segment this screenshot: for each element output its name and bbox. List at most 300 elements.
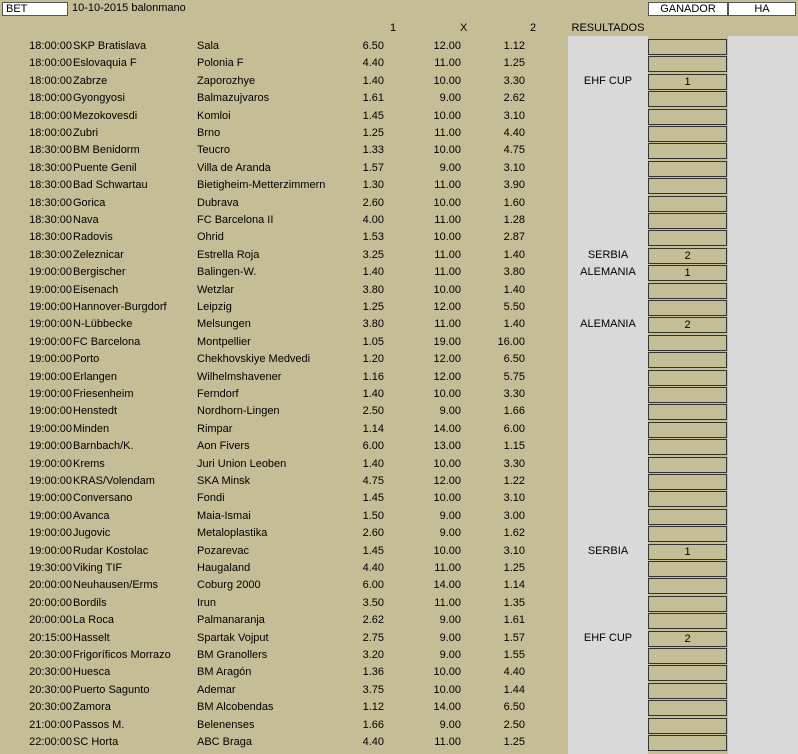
odds-draw[interactable]: 9.00 xyxy=(439,631,461,644)
match-time[interactable]: 18:00:00 xyxy=(29,57,72,70)
match-time[interactable]: 18:00:00 xyxy=(29,92,72,105)
odds-away[interactable]: 1.15 xyxy=(503,440,525,453)
odds-home[interactable]: 1.36 xyxy=(362,666,384,679)
odds-away[interactable]: 1.40 xyxy=(503,318,525,331)
odds-draw[interactable]: 13.00 xyxy=(433,440,461,453)
odds-away[interactable]: 1.22 xyxy=(503,475,525,487)
home-team[interactable]: Huesca xyxy=(73,666,111,679)
home-team[interactable]: Jugovic xyxy=(73,527,111,540)
odds-away[interactable]: 6.50 xyxy=(503,701,525,714)
match-time[interactable]: 19:00:00 xyxy=(29,527,72,540)
home-team[interactable]: Eisenach xyxy=(73,283,119,296)
odds-draw[interactable]: 12.00 xyxy=(433,475,461,487)
ganador-header[interactable]: GANADOR xyxy=(648,2,728,16)
home-team[interactable]: Erlangen xyxy=(73,370,118,383)
odds-away[interactable]: 1.60 xyxy=(503,196,525,209)
odds-home[interactable]: 1.45 xyxy=(362,492,384,505)
match-time[interactable]: 20:00:00 xyxy=(29,614,72,627)
odds-draw[interactable]: 10.00 xyxy=(433,683,461,696)
ganador-cell[interactable] xyxy=(648,683,727,699)
match-time[interactable]: 19:00:00 xyxy=(29,335,72,348)
odds-away[interactable]: 1.44 xyxy=(503,683,525,696)
odds-draw[interactable]: 9.00 xyxy=(439,161,461,174)
odds-away[interactable]: 1.62 xyxy=(503,527,525,540)
odds-home[interactable]: 4.40 xyxy=(362,57,384,70)
match-time[interactable]: 18:30:00 xyxy=(29,161,72,174)
ganador-cell[interactable] xyxy=(648,404,727,420)
match-time[interactable]: 19:00:00 xyxy=(29,353,72,366)
ganador-cell[interactable] xyxy=(648,422,727,438)
ganador-cell[interactable] xyxy=(648,91,727,107)
odds-home[interactable]: 4.00 xyxy=(362,214,384,226)
odds-away[interactable]: 3.90 xyxy=(503,179,525,192)
away-team[interactable]: Fondi xyxy=(197,492,225,505)
odds-home[interactable]: 4.40 xyxy=(362,736,384,748)
ganador-cell[interactable] xyxy=(648,578,727,594)
home-team[interactable]: FC Barcelona xyxy=(73,335,141,348)
odds-away[interactable]: 2.62 xyxy=(503,92,525,105)
match-time[interactable]: 18:00:00 xyxy=(29,40,72,52)
odds-home[interactable]: 1.45 xyxy=(362,109,384,122)
odds-home[interactable]: 1.25 xyxy=(362,127,384,139)
odds-away[interactable]: 4.40 xyxy=(503,127,525,139)
away-team[interactable]: Pozarevac xyxy=(197,544,249,557)
home-team[interactable]: Mezokovesdi xyxy=(73,109,138,122)
odds-home[interactable]: 1.50 xyxy=(362,509,384,522)
away-team[interactable]: FC Barcelona II xyxy=(197,214,274,226)
match-time[interactable]: 19:00:00 xyxy=(29,509,72,522)
odds-draw[interactable]: 9.00 xyxy=(439,649,461,661)
odds-home[interactable]: 4.40 xyxy=(362,562,384,574)
match-time[interactable]: 19:00:00 xyxy=(29,422,72,435)
odds-draw[interactable]: 12.00 xyxy=(433,40,461,52)
odds-away[interactable]: 3.30 xyxy=(503,457,525,470)
home-team[interactable]: Puente Genil xyxy=(73,161,137,174)
odds-home[interactable]: 1.25 xyxy=(362,301,384,313)
odds-away[interactable]: 1.66 xyxy=(503,405,525,418)
away-team[interactable]: Komloi xyxy=(197,109,231,122)
home-team[interactable]: BM Benidorm xyxy=(73,144,140,157)
ganador-cell[interactable] xyxy=(648,230,727,246)
ganador-cell[interactable] xyxy=(648,196,727,212)
ganador-cell[interactable] xyxy=(648,561,727,577)
home-team[interactable]: Hannover-Burgdorf xyxy=(73,301,167,313)
home-team[interactable]: Bergischer xyxy=(73,266,126,279)
odds-draw[interactable]: 9.00 xyxy=(439,405,461,418)
odds-home[interactable]: 2.60 xyxy=(362,527,384,540)
away-team[interactable]: BM Aragón xyxy=(197,666,252,679)
odds-home[interactable]: 6.00 xyxy=(362,440,384,453)
ganador-cell[interactable] xyxy=(648,56,727,72)
odds-home[interactable]: 2.60 xyxy=(362,196,384,209)
odds-away[interactable]: 1.61 xyxy=(503,614,525,627)
odds-draw[interactable]: 10.00 xyxy=(433,492,461,505)
match-time[interactable]: 19:00:00 xyxy=(29,475,72,487)
home-team[interactable]: N-Lübbecke xyxy=(73,318,133,331)
result-league[interactable]: EHF CUP xyxy=(583,631,633,644)
home-team[interactable]: Zamora xyxy=(73,701,111,714)
away-team[interactable]: Villa de Aranda xyxy=(197,161,271,174)
odds-draw[interactable]: 12.00 xyxy=(433,353,461,366)
away-team[interactable]: Bietigheim-Metterzimmern xyxy=(197,179,326,192)
odds-home[interactable]: 1.66 xyxy=(362,718,384,731)
odds-away[interactable]: 6.00 xyxy=(503,422,525,435)
away-team[interactable]: Ohrid xyxy=(197,231,224,244)
odds-home[interactable]: 4.75 xyxy=(362,475,384,487)
home-team[interactable]: Viking TIF xyxy=(73,562,123,574)
odds-draw[interactable]: 11.00 xyxy=(434,266,461,279)
ganador-cell[interactable]: 1 xyxy=(648,265,727,281)
odds-home[interactable]: 3.80 xyxy=(362,283,384,296)
away-team[interactable]: Brno xyxy=(197,127,221,139)
ha-header[interactable]: HA xyxy=(728,2,796,16)
odds-home[interactable]: 1.61 xyxy=(362,92,384,105)
match-time[interactable]: 19:00:00 xyxy=(29,388,72,400)
away-team[interactable]: Balmazujvaros xyxy=(197,92,270,105)
home-team[interactable]: Bad Schwartau xyxy=(73,179,148,192)
ganador-cell[interactable] xyxy=(648,143,727,159)
odds-home[interactable]: 2.50 xyxy=(362,405,384,418)
odds-home[interactable]: 1.40 xyxy=(362,457,384,470)
away-team[interactable]: Polonia F xyxy=(197,57,244,70)
home-team[interactable]: La Roca xyxy=(73,614,114,627)
match-time[interactable]: 19:30:00 xyxy=(29,562,72,574)
odds-draw[interactable]: 11.00 xyxy=(434,596,461,609)
odds-draw[interactable]: 10.00 xyxy=(433,74,461,87)
away-team[interactable]: Palmanaranja xyxy=(197,614,265,627)
odds-draw[interactable]: 9.00 xyxy=(439,614,461,627)
away-team[interactable]: Metaloplastika xyxy=(197,527,268,540)
match-time[interactable]: 20:15:00 xyxy=(29,631,72,644)
odds-away[interactable]: 16.00 xyxy=(497,335,525,348)
ganador-cell[interactable] xyxy=(648,300,727,316)
away-team[interactable]: Wetzlar xyxy=(197,283,235,296)
ganador-cell[interactable] xyxy=(648,161,727,177)
match-time[interactable]: 19:00:00 xyxy=(29,440,72,453)
away-team[interactable]: Dubrava xyxy=(197,196,239,209)
odds-draw[interactable]: 11.00 xyxy=(434,127,461,139)
ganador-cell[interactable]: 2 xyxy=(648,631,727,647)
odds-away[interactable]: 1.57 xyxy=(503,631,525,644)
home-team[interactable]: SC Horta xyxy=(73,736,119,748)
away-team[interactable]: Belenenses xyxy=(197,718,255,731)
odds-home[interactable]: 1.16 xyxy=(362,370,384,383)
match-time[interactable]: 20:00:00 xyxy=(29,579,72,592)
odds-away[interactable]: 3.30 xyxy=(503,388,525,400)
home-team[interactable]: Passos M. xyxy=(73,718,125,731)
odds-away[interactable]: 3.00 xyxy=(503,509,525,522)
odds-draw[interactable]: 9.00 xyxy=(439,509,461,522)
home-team[interactable]: Radovis xyxy=(73,231,113,244)
away-team[interactable]: Teucro xyxy=(197,144,231,157)
ganador-cell[interactable] xyxy=(648,648,727,664)
home-team[interactable]: Henstedt xyxy=(73,405,118,418)
match-time[interactable]: 18:30:00 xyxy=(29,144,72,157)
odds-draw[interactable]: 10.00 xyxy=(433,544,461,557)
odds-draw[interactable]: 12.00 xyxy=(433,301,461,313)
odds-away[interactable]: 3.10 xyxy=(503,161,525,174)
away-team[interactable]: Ademar xyxy=(197,683,236,696)
odds-home[interactable]: 1.33 xyxy=(362,144,384,157)
odds-draw[interactable]: 10.00 xyxy=(433,231,461,244)
away-team[interactable]: Wilhelmshavener xyxy=(197,370,282,383)
odds-away[interactable]: 3.30 xyxy=(503,74,525,87)
away-team[interactable]: Chekhovskiye Medvedi xyxy=(197,353,311,366)
match-time[interactable]: 20:00:00 xyxy=(29,596,72,609)
odds-away[interactable]: 5.75 xyxy=(503,370,525,383)
away-team[interactable]: Zaporozhye xyxy=(197,74,256,87)
odds-home[interactable]: 1.12 xyxy=(362,701,384,714)
odds-draw[interactable]: 11.00 xyxy=(434,248,461,261)
home-team[interactable]: Zeleznicar xyxy=(73,248,124,261)
odds-home[interactable]: 1.05 xyxy=(362,335,384,348)
ganador-cell[interactable]: 2 xyxy=(648,248,727,264)
odds-draw[interactable]: 11.00 xyxy=(434,562,461,574)
home-team[interactable]: Barnbach/K. xyxy=(73,440,134,453)
odds-away[interactable]: 1.25 xyxy=(503,736,525,748)
home-team[interactable]: Rudar Kostolac xyxy=(73,544,149,557)
away-team[interactable]: Montpellier xyxy=(197,335,251,348)
ganador-cell[interactable] xyxy=(648,665,727,681)
match-time[interactable]: 19:00:00 xyxy=(29,457,72,470)
match-time[interactable]: 18:30:00 xyxy=(29,196,72,209)
match-time[interactable]: 19:00:00 xyxy=(29,301,72,313)
odds-home[interactable]: 1.40 xyxy=(362,388,384,400)
ganador-cell[interactable] xyxy=(648,352,727,368)
odds-draw[interactable]: 14.00 xyxy=(433,422,461,435)
match-time[interactable]: 19:00:00 xyxy=(29,370,72,383)
odds-away[interactable]: 3.80 xyxy=(503,266,525,279)
ganador-cell[interactable] xyxy=(648,613,727,629)
odds-draw[interactable]: 10.00 xyxy=(433,144,461,157)
ganador-cell[interactable] xyxy=(648,370,727,386)
away-team[interactable]: Irun xyxy=(197,596,216,609)
match-time[interactable]: 18:30:00 xyxy=(29,231,72,244)
odds-draw[interactable]: 11.00 xyxy=(434,57,461,70)
odds-home[interactable]: 1.20 xyxy=(362,353,384,366)
ganador-cell[interactable] xyxy=(648,474,727,490)
odds-away[interactable]: 3.10 xyxy=(503,109,525,122)
result-league[interactable]: SERBIA xyxy=(587,544,629,557)
ganador-cell[interactable] xyxy=(648,109,727,125)
odds-away[interactable]: 1.28 xyxy=(503,214,525,226)
home-team[interactable]: Avanca xyxy=(73,509,110,522)
home-team[interactable]: Porto xyxy=(73,353,100,366)
odds-draw[interactable]: 9.00 xyxy=(439,718,461,731)
odds-home[interactable]: 1.30 xyxy=(362,179,384,192)
result-league[interactable]: ALEMANIA xyxy=(580,318,636,331)
match-time[interactable]: 18:00:00 xyxy=(29,109,72,122)
ganador-cell[interactable] xyxy=(648,439,727,455)
odds-draw[interactable]: 14.00 xyxy=(433,701,461,714)
match-time[interactable]: 20:30:00 xyxy=(29,666,72,679)
ganador-cell[interactable] xyxy=(648,283,727,299)
odds-home[interactable]: 1.45 xyxy=(362,544,384,557)
odds-draw[interactable]: 9.00 xyxy=(439,527,461,540)
home-team[interactable]: Conversano xyxy=(73,492,133,505)
odds-home[interactable]: 1.40 xyxy=(362,74,384,87)
odds-away[interactable]: 1.40 xyxy=(503,248,525,261)
odds-home[interactable]: 2.62 xyxy=(362,614,384,627)
odds-draw[interactable]: 10.00 xyxy=(433,666,461,679)
home-team[interactable]: Bordils xyxy=(73,596,107,609)
ganador-cell[interactable] xyxy=(648,387,727,403)
ganador-cell[interactable] xyxy=(648,213,727,229)
odds-home[interactable]: 1.57 xyxy=(362,161,384,174)
match-time[interactable]: 22:00:00 xyxy=(29,736,72,748)
away-team[interactable]: Estrella Roja xyxy=(197,248,260,261)
ganador-cell[interactable] xyxy=(648,509,727,525)
match-time[interactable]: 18:30:00 xyxy=(29,248,72,261)
odds-away[interactable]: 4.75 xyxy=(503,144,525,157)
odds-away[interactable]: 1.35 xyxy=(503,596,525,609)
away-team[interactable]: SKA Minsk xyxy=(197,475,251,487)
away-team[interactable]: Sala xyxy=(197,40,220,52)
away-team[interactable]: Spartak Vojput xyxy=(197,631,269,644)
odds-home[interactable]: 3.20 xyxy=(362,649,384,661)
ganador-cell[interactable] xyxy=(648,700,727,716)
odds-away[interactable]: 1.25 xyxy=(503,562,525,574)
result-league[interactable]: ALEMANIA xyxy=(580,266,636,279)
odds-away[interactable]: 2.50 xyxy=(503,718,525,731)
ganador-cell[interactable] xyxy=(648,735,727,751)
ganador-cell[interactable] xyxy=(648,126,727,142)
away-team[interactable]: Leipzig xyxy=(197,301,232,313)
odds-draw[interactable]: 19.00 xyxy=(433,335,461,348)
odds-away[interactable]: 2.87 xyxy=(503,231,525,244)
match-time[interactable]: 21:00:00 xyxy=(29,718,72,731)
ganador-cell[interactable]: 1 xyxy=(648,544,727,560)
odds-draw[interactable]: 11.00 xyxy=(434,214,461,226)
away-team[interactable]: Rimpar xyxy=(197,422,233,435)
match-time[interactable]: 18:00:00 xyxy=(29,127,72,139)
odds-away[interactable]: 1.55 xyxy=(503,649,525,661)
home-team[interactable]: Friesenheim xyxy=(73,388,134,400)
home-team[interactable]: Eslovaquia F xyxy=(73,57,137,70)
ganador-cell[interactable] xyxy=(648,526,727,542)
ganador-cell[interactable]: 1 xyxy=(648,74,727,90)
odds-draw[interactable]: 11.00 xyxy=(434,179,461,192)
odds-draw[interactable]: 10.00 xyxy=(433,283,461,296)
odds-draw[interactable]: 10.00 xyxy=(433,388,461,400)
home-team[interactable]: Nava xyxy=(73,214,99,226)
away-team[interactable]: Juri Union Leoben xyxy=(197,457,287,470)
home-team[interactable]: KRAS/Volendam xyxy=(73,475,155,487)
away-team[interactable]: Balingen-W. xyxy=(197,266,257,279)
odds-draw[interactable]: 12.00 xyxy=(433,370,461,383)
match-time[interactable]: 18:30:00 xyxy=(29,214,72,226)
away-team[interactable]: Melsungen xyxy=(197,318,251,331)
odds-away[interactable]: 3.10 xyxy=(503,544,525,557)
result-league[interactable]: EHF CUP xyxy=(583,74,633,87)
away-team[interactable]: ABC Braga xyxy=(197,736,253,748)
odds-home[interactable]: 6.50 xyxy=(362,40,384,52)
odds-home[interactable]: 1.14 xyxy=(362,422,384,435)
odds-home[interactable]: 1.40 xyxy=(362,266,384,279)
match-time[interactable]: 18:30:00 xyxy=(29,179,72,192)
home-team[interactable]: Zabrze xyxy=(73,74,108,87)
away-team[interactable]: Ferndorf xyxy=(197,388,239,400)
ganador-cell[interactable] xyxy=(648,39,727,55)
match-time[interactable]: 19:00:00 xyxy=(29,266,72,279)
odds-draw[interactable]: 10.00 xyxy=(433,457,461,470)
odds-away[interactable]: 1.25 xyxy=(503,57,525,70)
ganador-cell[interactable] xyxy=(648,491,727,507)
odds-away[interactable]: 4.40 xyxy=(503,666,525,679)
bet-label-cell[interactable]: BET xyxy=(2,2,68,16)
home-team[interactable]: Minden xyxy=(73,422,110,435)
odds-away[interactable]: 6.50 xyxy=(503,353,525,366)
odds-away[interactable]: 3.10 xyxy=(503,492,525,505)
away-team[interactable]: Aon Fivers xyxy=(197,440,250,453)
home-team[interactable]: Gorica xyxy=(73,196,106,209)
away-team[interactable]: BM Granollers xyxy=(197,649,268,661)
odds-home[interactable]: 3.75 xyxy=(362,683,384,696)
match-time[interactable]: 20:30:00 xyxy=(29,701,72,714)
match-time[interactable]: 20:30:00 xyxy=(29,683,72,696)
odds-home[interactable]: 3.80 xyxy=(362,318,384,331)
odds-draw[interactable]: 11.00 xyxy=(434,318,461,331)
ganador-cell[interactable] xyxy=(648,596,727,612)
away-team[interactable]: Coburg 2000 xyxy=(197,579,261,592)
match-time[interactable]: 19:00:00 xyxy=(29,283,72,296)
match-time[interactable]: 19:00:00 xyxy=(29,492,72,505)
home-team[interactable]: Neuhausen/Erms xyxy=(73,579,158,592)
odds-home[interactable]: 6.00 xyxy=(362,579,384,592)
odds-away[interactable]: 1.12 xyxy=(503,40,525,52)
match-time[interactable]: 20:30:00 xyxy=(29,649,72,661)
odds-draw[interactable]: 10.00 xyxy=(433,109,461,122)
home-team[interactable]: Puerto Sagunto xyxy=(73,683,150,696)
odds-home[interactable]: 2.75 xyxy=(362,631,384,644)
ganador-cell[interactable] xyxy=(648,457,727,473)
date-title[interactable]: 10-10-2015 balonmano xyxy=(72,2,186,14)
home-team[interactable]: Krems xyxy=(73,457,105,470)
home-team[interactable]: Hasselt xyxy=(73,631,110,644)
match-time[interactable]: 18:00:00 xyxy=(29,74,72,87)
ganador-cell[interactable] xyxy=(648,178,727,194)
home-team[interactable]: Zubri xyxy=(73,127,99,139)
odds-away[interactable]: 5.50 xyxy=(503,301,525,313)
ganador-cell[interactable] xyxy=(648,335,727,351)
table-row xyxy=(0,421,798,438)
match-time[interactable]: 19:00:00 xyxy=(29,318,72,331)
odds-away[interactable]: 1.40 xyxy=(503,283,525,296)
ganador-cell[interactable]: 2 xyxy=(648,317,727,333)
home-team[interactable]: Gyongyosi xyxy=(73,92,125,105)
odds-draw[interactable]: 14.00 xyxy=(433,579,461,592)
away-team[interactable]: Haugaland xyxy=(197,562,251,574)
home-team[interactable]: SKP Bratislava xyxy=(73,40,147,52)
odds-home[interactable]: 3.25 xyxy=(362,248,384,261)
odds-draw[interactable]: 10.00 xyxy=(433,196,461,209)
odds-home[interactable]: 1.53 xyxy=(362,231,384,244)
away-team[interactable]: Maia-Ismai xyxy=(197,509,251,522)
result-league[interactable]: SERBIA xyxy=(587,248,629,261)
odds-home[interactable]: 3.50 xyxy=(362,596,384,609)
match-time[interactable]: 19:00:00 xyxy=(29,405,72,418)
odds-draw[interactable]: 11.00 xyxy=(434,736,461,748)
ganador-cell[interactable] xyxy=(648,718,727,734)
table-row xyxy=(0,595,798,612)
table-row xyxy=(0,264,798,281)
odds-away[interactable]: 1.14 xyxy=(503,579,525,592)
odds-draw[interactable]: 9.00 xyxy=(439,92,461,105)
away-team[interactable]: Nordhorn-Lingen xyxy=(197,405,280,418)
match-time[interactable]: 19:00:00 xyxy=(29,544,72,557)
away-team[interactable]: BM Alcobendas xyxy=(197,701,274,714)
home-team[interactable]: Frigoríficos Morrazo xyxy=(73,649,171,661)
